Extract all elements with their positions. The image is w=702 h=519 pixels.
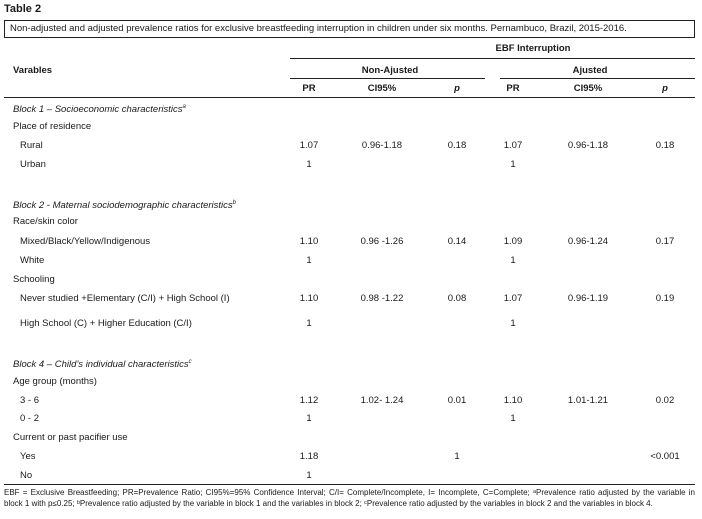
col-pr-header: PR: [302, 83, 316, 94]
row-label: 0 - 2: [20, 413, 40, 424]
cell-ci: 0.98 -1.22: [360, 293, 404, 304]
col-aci-header: CI95%: [573, 83, 603, 94]
row-label: White: [20, 255, 45, 266]
row-label: No: [20, 470, 33, 481]
col-p-header: p: [454, 83, 460, 94]
cell-pr: 1: [306, 159, 312, 170]
cell-apr: 1.07: [503, 140, 523, 151]
cell-pr: 1: [306, 470, 312, 481]
row-label: Race/skin color: [13, 216, 78, 227]
table-caption: Non-adjusted and adjusted prevalence ratios for exclusive breastfeeding interruption in children under six months. Pernambuco, Brazil, 2015-2016.: [4, 20, 695, 38]
cell-apr: 1: [510, 255, 516, 266]
row-label: Yes: [20, 451, 36, 462]
row-label: High School (C) + Higher Education (C/I): [20, 318, 192, 329]
table-footnote: EBF = Exclusive Breastfeeding; PR=Prevalence Ratio; CI95%=95% Confidence Interval; C/I= Complete/Incomplete, I= Incomplete, C=Complete; ᵃPrevalence ratio adjusted by the variable in block 1 with p≤0.25; ᵇPrevalence ratio adjusted by the variable in block 1 and the variables in block 2; ᶜPrevalence ratio adjusted by the variables in block 2 and the variables in block 4.: [4, 488, 695, 508]
row-label: Current or past pacifier use: [13, 432, 128, 443]
cell-pr: 1: [306, 318, 312, 329]
cell-pr: 1: [306, 413, 312, 424]
block-title: Block 4 – Child’s individual characteristics$^c$: [13, 359, 192, 371]
cell-p: 0.18: [447, 140, 467, 151]
header-bottom-rule: [4, 97, 695, 98]
adjusted-rule: [500, 78, 695, 79]
cell-apr: 1.10: [503, 395, 523, 406]
cell-aci: 0.96-1.19: [567, 293, 609, 304]
cell-ap: 0.17: [655, 236, 675, 247]
cell-p: 0.14: [447, 236, 467, 247]
cell-apr: 1.07: [503, 293, 523, 304]
group-header-rule: [290, 58, 695, 59]
cell-aci: 0.96-1.18: [567, 140, 609, 151]
cell-p: 0.01: [447, 395, 467, 406]
cell-apr: 1: [510, 318, 516, 329]
col-ap-header: p: [662, 83, 668, 94]
cell-apr: 1.09: [503, 236, 523, 247]
cell-ap: 0.19: [655, 293, 675, 304]
cell-pr: 1.10: [299, 236, 319, 247]
cell-ci: 1.02- 1.24: [360, 395, 404, 406]
row-label: Rural: [20, 140, 43, 151]
cell-ci: 0.96-1.18: [361, 140, 403, 151]
cell-p: 1: [454, 451, 460, 462]
ebf-interruption-header: EBF Interruption: [495, 43, 571, 54]
cell-pr: 1.12: [299, 395, 319, 406]
col-ci-header: CI95%: [367, 83, 397, 94]
row-label: Schooling: [13, 274, 55, 285]
table-label: Table 2: [4, 3, 42, 15]
block-title: Block 2 - Maternal sociodemographic characteristics$^b$: [13, 200, 236, 212]
cell-pr: 1.18: [299, 451, 319, 462]
non-adjusted-header: Non-Ajusted: [361, 65, 419, 76]
block-title: Block 1 – Socioeconomic characteristics$^a$: [13, 104, 186, 116]
table-bottom-rule: [4, 484, 695, 485]
cell-ap: 0.02: [655, 395, 675, 406]
col-apr-header: PR: [506, 83, 520, 94]
cell-pr: 1: [306, 255, 312, 266]
row-label: Mixed/Black/Yellow/Indigenous: [20, 236, 151, 247]
cell-apr: 1: [510, 159, 516, 170]
cell-aci: 1.01-1.21: [567, 395, 609, 406]
cell-apr: 1: [510, 413, 516, 424]
non-adjusted-rule: [290, 78, 485, 79]
variables-header: Varables: [13, 65, 53, 76]
row-label: Age group (months): [13, 376, 97, 387]
row-label: Place of residence: [13, 121, 92, 132]
row-label: Urban: [20, 159, 46, 170]
cell-ci: 0.96 -1.26: [360, 236, 404, 247]
cell-ap: <0.001: [650, 451, 680, 462]
row-label: Never studied +Elementary (C/I) + High School (I): [20, 293, 230, 304]
cell-pr: 1.07: [299, 140, 319, 151]
cell-p: 0.08: [447, 293, 467, 304]
cell-pr: 1.10: [299, 293, 319, 304]
cell-ap: 0.18: [655, 140, 675, 151]
row-label: 3 - 6: [20, 395, 40, 406]
adjusted-header: Ajusted: [572, 65, 608, 76]
cell-aci: 0.96-1.24: [567, 236, 609, 247]
